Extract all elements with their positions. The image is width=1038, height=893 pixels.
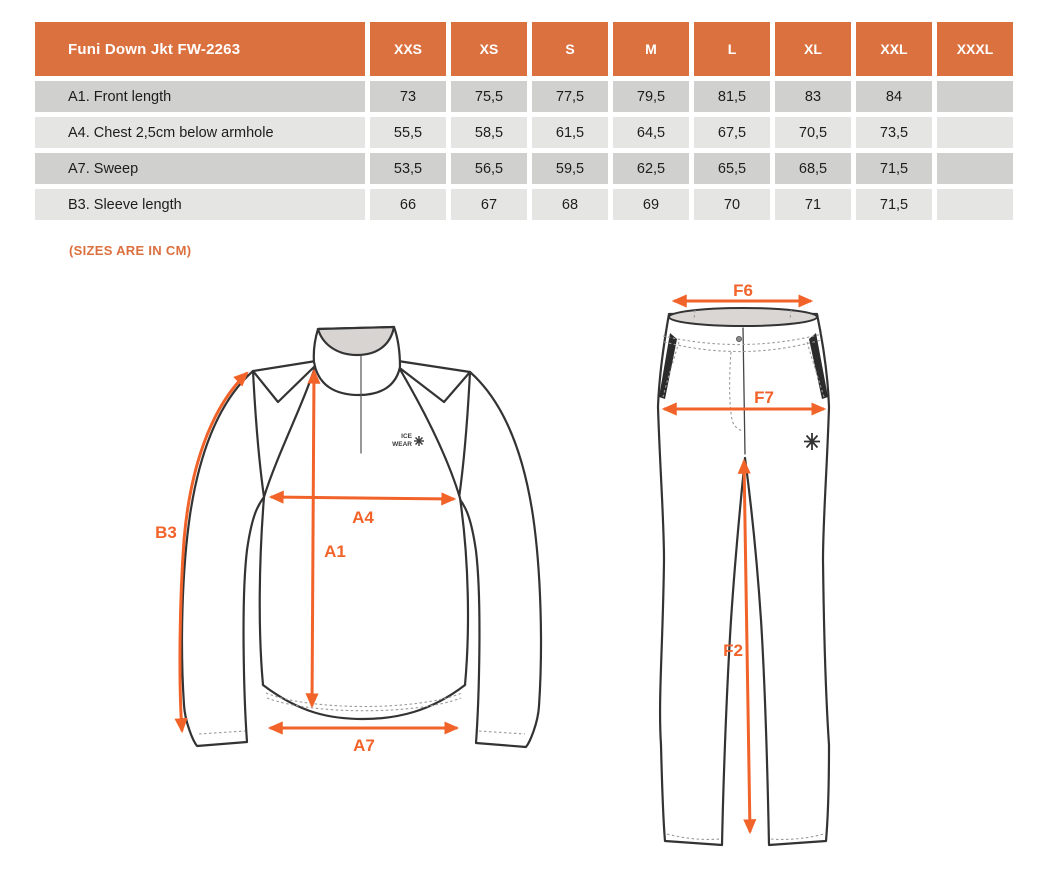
value-cell: 68 [532,189,608,220]
value-cell: 68,5 [775,153,851,184]
jacket-left-sleeve [182,371,264,746]
pants-waistband-top [669,308,817,326]
value-cell: 77,5 [532,81,608,112]
value-cell: 71,5 [856,189,932,220]
a4-measure-arrow [271,497,454,499]
size-header-xxs: XXS [370,22,446,76]
size-header-xs: XS [451,22,527,76]
pants-drawing [658,308,829,845]
size-header-xxl: XXL [856,22,932,76]
f2-measure-arrow [744,461,750,832]
value-cell: 83 [775,81,851,112]
value-cell: 70,5 [775,117,851,148]
value-cell: 56,5 [451,153,527,184]
f2-label: F2 [723,641,743,660]
value-cell: 70 [694,189,770,220]
value-cell: 64,5 [613,117,689,148]
size-header-m: M [613,22,689,76]
value-cell: 79,5 [613,81,689,112]
value-cell: 65,5 [694,153,770,184]
b3-label: B3 [155,523,177,542]
f7-label: F7 [754,388,774,407]
row-label-front-length: A1. Front length [35,81,365,112]
value-cell: 62,5 [613,153,689,184]
value-cell: 59,5 [532,153,608,184]
pants-button [736,336,741,341]
value-cell: 84 [856,81,932,112]
value-cell: 61,5 [532,117,608,148]
logo-text-line2: WEAR [392,441,412,448]
value-cell: 69 [613,189,689,220]
value-cell: 66 [370,189,446,220]
logo-text-line1: ICE [401,433,412,440]
a4-label: A4 [352,508,374,527]
jacket-body [260,364,468,719]
sizes-unit-note: (SIZES ARE IN CM) [69,243,192,258]
value-cell: 73,5 [856,117,932,148]
row-label-sweep: A7. Sweep [35,153,365,184]
value-cell: 67 [451,189,527,220]
size-header-xl: XL [775,22,851,76]
row-label-chest: A4. Chest 2,5cm below armhole [35,117,365,148]
f6-label: F6 [733,281,753,300]
value-cell: 81,5 [694,81,770,112]
size-header-s: S [532,22,608,76]
value-cell: 58,5 [451,117,527,148]
value-cell: 55,5 [370,117,446,148]
value-cell: 71,5 [856,153,932,184]
value-cell: 53,5 [370,153,446,184]
value-cell: 75,5 [451,81,527,112]
jacket-drawing [182,327,541,747]
a1-label: A1 [324,542,346,561]
value-cell: 73 [370,81,446,112]
value-cell: 67,5 [694,117,770,148]
value-cell: 71 [775,189,851,220]
table-title: Funi Down Jkt FW-2263 [35,22,365,76]
row-label-sleeve-length: B3. Sleeve length [35,189,365,220]
a1-measure-arrow [312,371,314,706]
a7-label: A7 [353,736,375,755]
size-header-xxxl: XXXL [937,22,1013,76]
jacket-right-sleeve [459,372,541,747]
size-header-l: L [694,22,770,76]
snowflake-icon [414,436,424,446]
